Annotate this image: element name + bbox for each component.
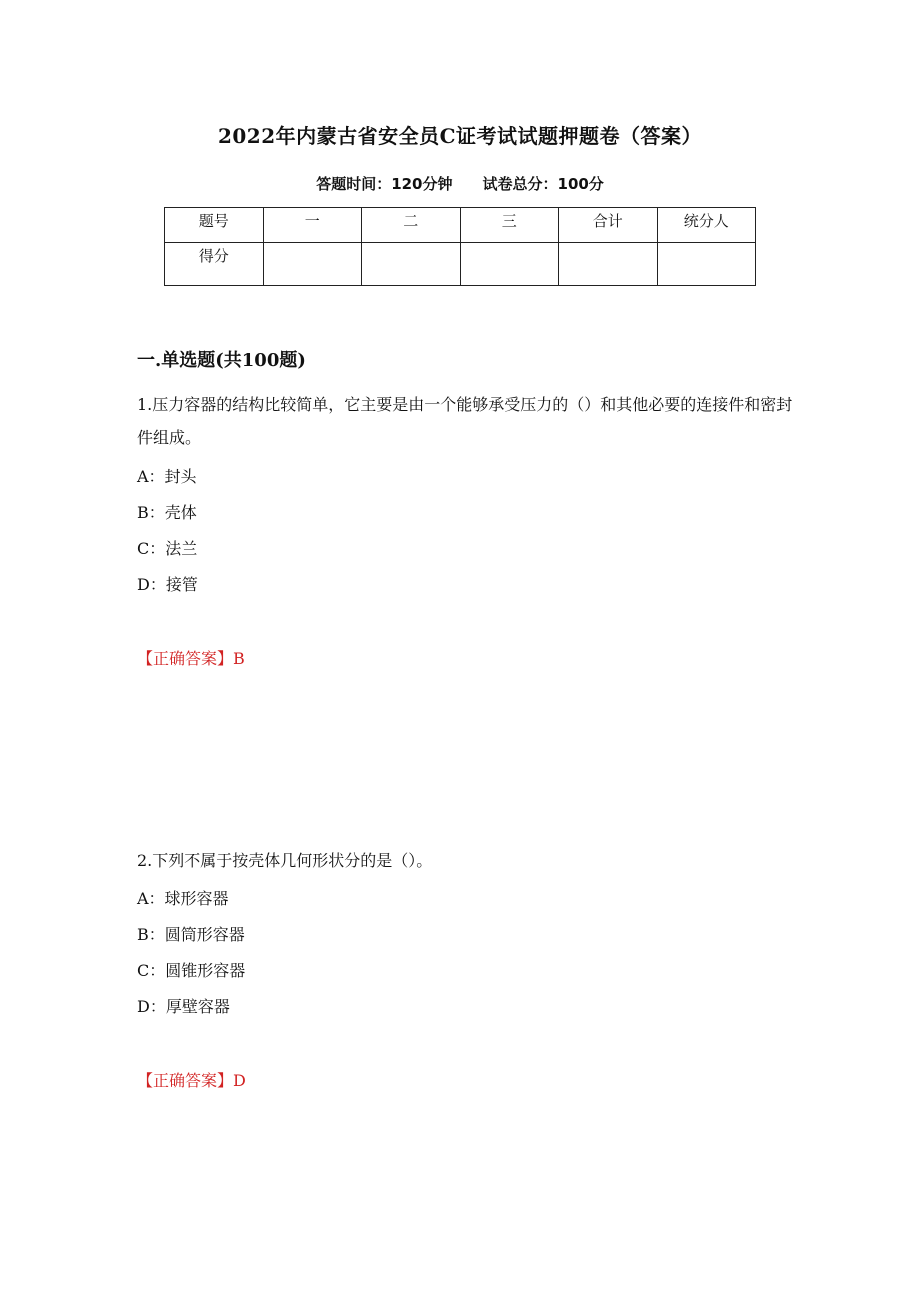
score-cell [362,243,461,286]
question-2-option-c: C：圆锥形容器 [137,961,246,980]
question-1-answer: 【正确答案】B [137,649,245,668]
question-2-answer: 【正确答案】D [137,1071,246,1090]
score-table-header-cell: 一 [263,208,362,243]
question-2-text: 2.下列不属于按壳体几何形状分的是（）。 [137,851,433,870]
question-2-option-b: B：圆筒形容器 [137,925,245,944]
score-table [164,207,756,286]
score-cell [460,243,559,286]
score-table-header-cell: 统分人 [657,208,756,243]
score-table-header-cell: 三 [460,208,559,243]
document-title: 2022年内蒙古省安全员C证考试试题押题卷（答案） [217,124,703,148]
exam-meta [0,173,920,194]
score-table-row [165,243,756,286]
score-row-label: 得分 [165,243,264,286]
score-table-header-cell: 题号 [165,208,264,243]
question-2-option-d: D：厚壁容器 [137,997,230,1016]
score-table-header-cell: 合计 [559,208,658,243]
score-cell [657,243,756,286]
section-title: 一.单选题(共100题) [137,350,306,371]
exam-time: 答题时间：120分钟 [316,175,453,193]
score-table-header-row [165,208,756,243]
score-cell [559,243,658,286]
question-1-option-d: D：接管 [137,575,198,594]
question-2-option-a: A：球形容器 [137,889,229,908]
question-1-text: 1.压力容器的结构比较简单，它主要是由一个能够承受压力的（）和其他必要的连接件和密封件组成。 [137,395,793,447]
question-1-option-a: A：封头 [137,467,197,486]
score-cell [263,243,362,286]
question-1-option-c: C：法兰 [137,539,198,558]
question-1-option-b: B：壳体 [137,503,197,522]
exam-total-score: 试卷总分：100分 [482,175,604,193]
score-table-header-cell: 二 [362,208,461,243]
